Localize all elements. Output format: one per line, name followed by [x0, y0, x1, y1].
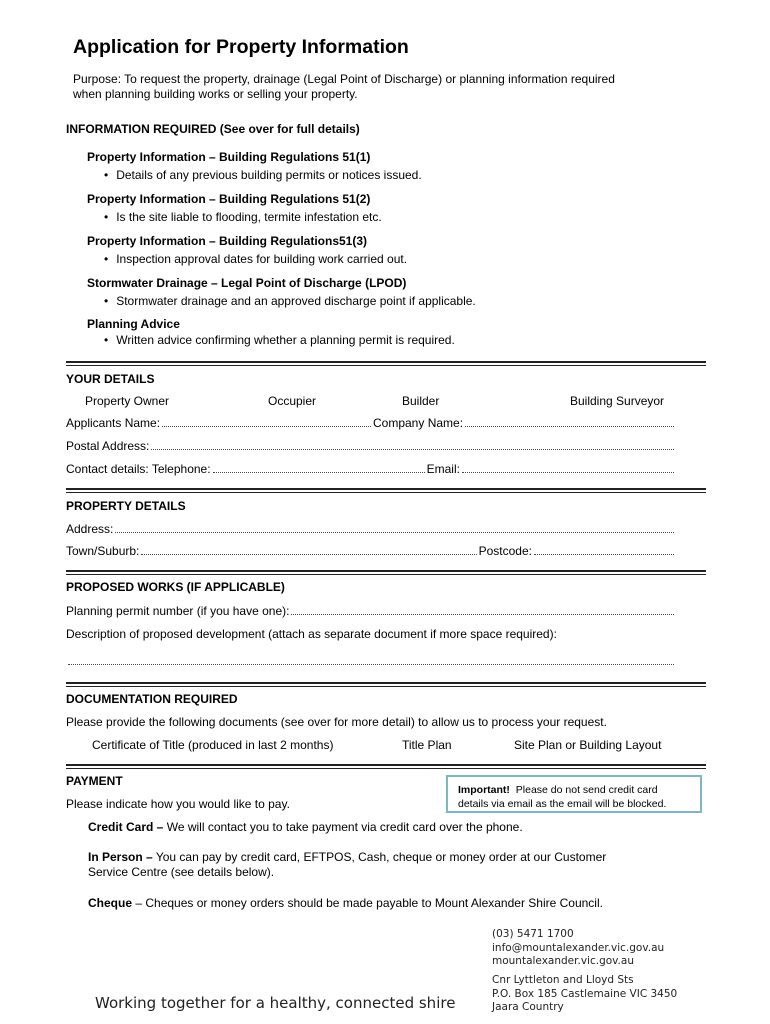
permit-number-field[interactable]: [291, 605, 674, 615]
purpose-text: Purpose: To request the property, drainage (Legal Point of Discharge) or planning information required when planning building works or selling your property.: [73, 72, 615, 101]
postcode-label: Postcode:: [478, 544, 532, 558]
description-field[interactable]: [68, 655, 674, 665]
info-item-title[interactable]: Stormwater Drainage – Legal Point of Discharge (LPOD): [87, 276, 407, 290]
in-person-text-line2: Service Centre (see details below).: [88, 865, 275, 879]
payment-option-credit-card[interactable]: [88, 820, 523, 834]
postal-address-field[interactable]: [151, 440, 674, 450]
info-required-heading: INFORMATION REQUIRED (See over for full details): [66, 122, 360, 136]
doc-option-title-plan[interactable]: Title Plan: [402, 738, 452, 752]
applicant-name-label: Applicants Name:: [66, 416, 161, 430]
applicant-name-field[interactable]: [162, 417, 371, 427]
footer-street: Cnr Lyttleton and Lloyd Sts: [492, 974, 634, 986]
info-item-title[interactable]: Property Information – Building Regulations51(3): [87, 234, 368, 248]
address-field[interactable]: [115, 523, 674, 533]
cheque-label: Cheque: [88, 896, 133, 910]
address-label: Address:: [66, 522, 114, 536]
footer-tagline: Working together for a healthy, connected shire: [95, 994, 456, 1012]
role-option-building-surveyor[interactable]: Building Surveyor: [570, 394, 665, 408]
footer-contact: [492, 928, 664, 969]
company-name-label: Company Name:: [373, 416, 464, 430]
postcode-field[interactable]: [534, 545, 674, 555]
permit-number-row: [66, 604, 676, 618]
payment-intro: Please indicate how you would like to pay.: [66, 797, 290, 811]
section-divider: [66, 682, 706, 687]
section-divider: [66, 570, 706, 575]
important-notice: [446, 775, 702, 813]
in-person-label: In Person –: [88, 850, 153, 864]
cheque-text: – Cheques or money orders should be made payable to Mount Alexander Shire Council.: [135, 896, 603, 910]
footer-address: [492, 974, 677, 1015]
doc-option-certificate-of-title[interactable]: Certificate of Title (produced in last 2 months): [92, 738, 334, 752]
applicant-company-row: [66, 416, 676, 430]
footer-phone: (03) 5471 1700: [492, 928, 574, 940]
in-person-text: You can pay by credit card, EFTPOS, Cash, cheque or money order at our Customer: [155, 850, 607, 864]
email-label: Email:: [426, 462, 460, 476]
info-item-bullet: • Is the site liable to flooding, termite infestation etc.: [104, 210, 382, 224]
description-label: Description of proposed development (attach as separate document if more space required):: [66, 627, 557, 641]
role-option-property-owner[interactable]: Property Owner: [85, 394, 170, 408]
section-divider: [66, 488, 706, 493]
info-item-title[interactable]: Planning Advice: [87, 317, 180, 331]
footer-web: mountalexander.vic.gov.au: [492, 955, 634, 967]
footer-po-box: P.O. Box 185 Castlemaine VIC 3450: [492, 987, 678, 1000]
address-row: [66, 522, 676, 536]
doc-option-site-plan[interactable]: Site Plan or Building Layout: [514, 738, 662, 752]
proposed-works-heading: PROPOSED WORKS (IF APPLICABLE): [66, 580, 285, 594]
town-row: [66, 544, 676, 558]
credit-card-text: We will contact you to take payment via credit card over the phone.: [166, 820, 523, 834]
telephone-label: Contact details: Telephone:: [66, 462, 211, 476]
your-details-heading: YOUR DETAILS: [66, 372, 155, 386]
role-option-occupier[interactable]: Occupier: [268, 394, 317, 408]
company-name-field[interactable]: [465, 417, 674, 427]
footer-email: info@mountalexander.vic.gov.au: [492, 941, 665, 954]
section-divider: [66, 764, 706, 769]
town-field[interactable]: [141, 545, 476, 555]
property-details-heading: PROPERTY DETAILS: [66, 499, 186, 513]
info-item-title[interactable]: Property Information – Building Regulations 51(1): [87, 150, 371, 164]
documentation-heading: DOCUMENTATION REQUIRED: [66, 692, 238, 706]
credit-card-label: Credit Card –: [88, 820, 164, 834]
important-text: Please do not send credit card: [515, 784, 658, 796]
telephone-field[interactable]: [213, 463, 425, 473]
info-item-bullet: • Written advice confirming whether a planning permit is required.: [104, 333, 455, 347]
description-row: [66, 655, 676, 665]
contact-row: [66, 462, 676, 476]
page-title: Application for Property Information: [73, 36, 409, 58]
info-item-title[interactable]: Property Information – Building Regulations 51(2): [87, 192, 371, 206]
info-item-bullet: • Details of any previous building permits or notices issued.: [104, 168, 422, 182]
payment-option-cheque[interactable]: [88, 896, 603, 910]
payment-option-in-person[interactable]: [88, 850, 606, 880]
town-label: Town/Suburb:: [66, 544, 140, 558]
important-label: Important!: [458, 784, 510, 796]
important-text-line2: details via email as the email will be blocked.: [458, 798, 667, 810]
email-field[interactable]: [462, 463, 674, 473]
role-option-builder[interactable]: Builder: [402, 394, 440, 408]
footer-country: Jaara Country: [492, 1001, 564, 1013]
section-divider: [66, 361, 706, 366]
info-item-bullet: • Stormwater drainage and an approved discharge point if applicable.: [104, 294, 476, 308]
postal-address-label: Postal Address:: [66, 439, 150, 453]
permit-number-label: Planning permit number (if you have one):: [66, 604, 290, 618]
postal-address-row: [66, 439, 676, 453]
info-item-bullet: • Inspection approval dates for building work carried out.: [104, 252, 407, 266]
documentation-intro: Please provide the following documents (see over for more detail) to allow us to process your request.: [66, 715, 607, 729]
payment-heading: PAYMENT: [66, 774, 123, 788]
